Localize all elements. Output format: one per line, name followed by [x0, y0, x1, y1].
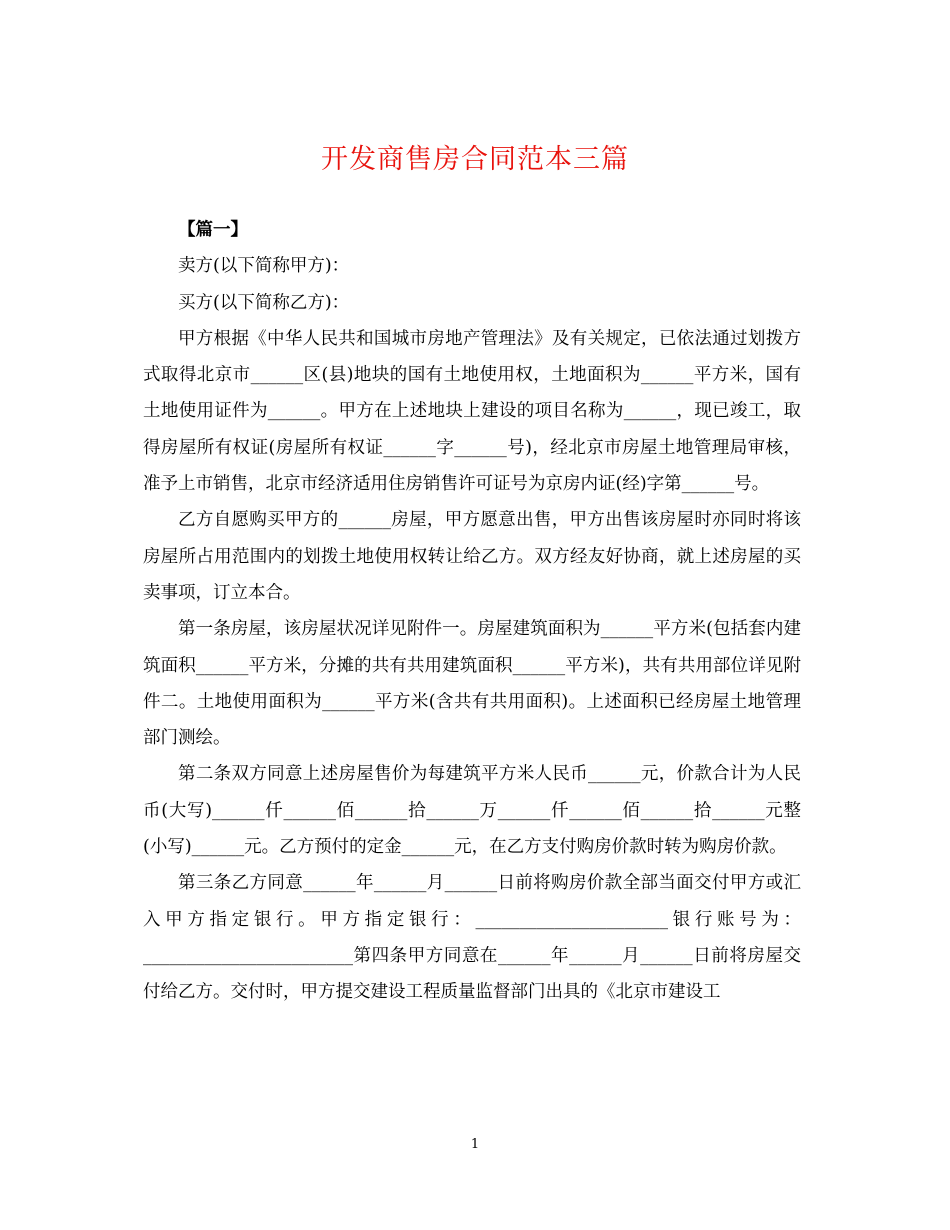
seller-line: 卖方(以下简称甲方)： [178, 256, 350, 277]
paragraph-land-use: 甲方根据《中华人民共和国城市房地产管理法》及有关规定，已依法通过划拨方式取得北京市______区(县)地块的国有土地使用权，土地面积为______平方米，国有土地使用证件为______。甲方在上述地块上建设的项目名称为______，现已竣工，取得房屋所有权证(房屋所有权证______字______号)，经北京市房屋土地管理局审核，准予上市销售，北京市经济适用住房销售许可证号为京房内证(经)字第______号。 [143, 328, 801, 495]
paragraph-purchase-intent: 乙方自愿购买甲方的______房屋，甲方愿意出售，甲方出售该房屋时亦同时将该房屋所占用范围内的划拨土地使用权转让给乙方。双方经友好协商，就上述房屋的买卖事项，订立本合。 [143, 510, 801, 603]
document-title: 开发商售房合同范本三篇 [321, 144, 629, 175]
page-number: 1 [470, 1137, 480, 1152]
buyer-line: 买方(以下简称乙方)： [178, 292, 350, 313]
section-heading: 【篇一】 [178, 220, 248, 240]
paragraph-article-2: 第二条双方同意上述房屋售价为每建筑平方米人民币______元，价款合计为人民币(大写)______仟______佰______拾______万______仟______佰______拾______元整(小写)______元。乙方预付的定金______元，在乙方支付购房价款时转为购房价款。 [143, 764, 801, 858]
document-body [143, 212, 801, 1011]
paragraph-article-1: 第一条房屋，该房屋状况详见附件一。房屋建筑面积为______平方米(包括套内建筑面积______平方米，分摊的共有共用建筑面积______平方米)，共有共用部位详见附件二。土地使用面积为______平方米(含共有共用面积)。上述面积已经房屋土地管理部门测绘。 [143, 619, 801, 749]
paragraph-article-3: 第三条乙方同意______年______月______日前将购房价款全部当面交付甲方或汇入甲方指定银行。甲方指定银行：______________________银行账号为：________________________第四条甲方同意在______年______月______日前将房屋交付给乙方。交付时，甲方提交建设工程质量监督部门出具的《北京市建设工 [143, 873, 801, 1003]
